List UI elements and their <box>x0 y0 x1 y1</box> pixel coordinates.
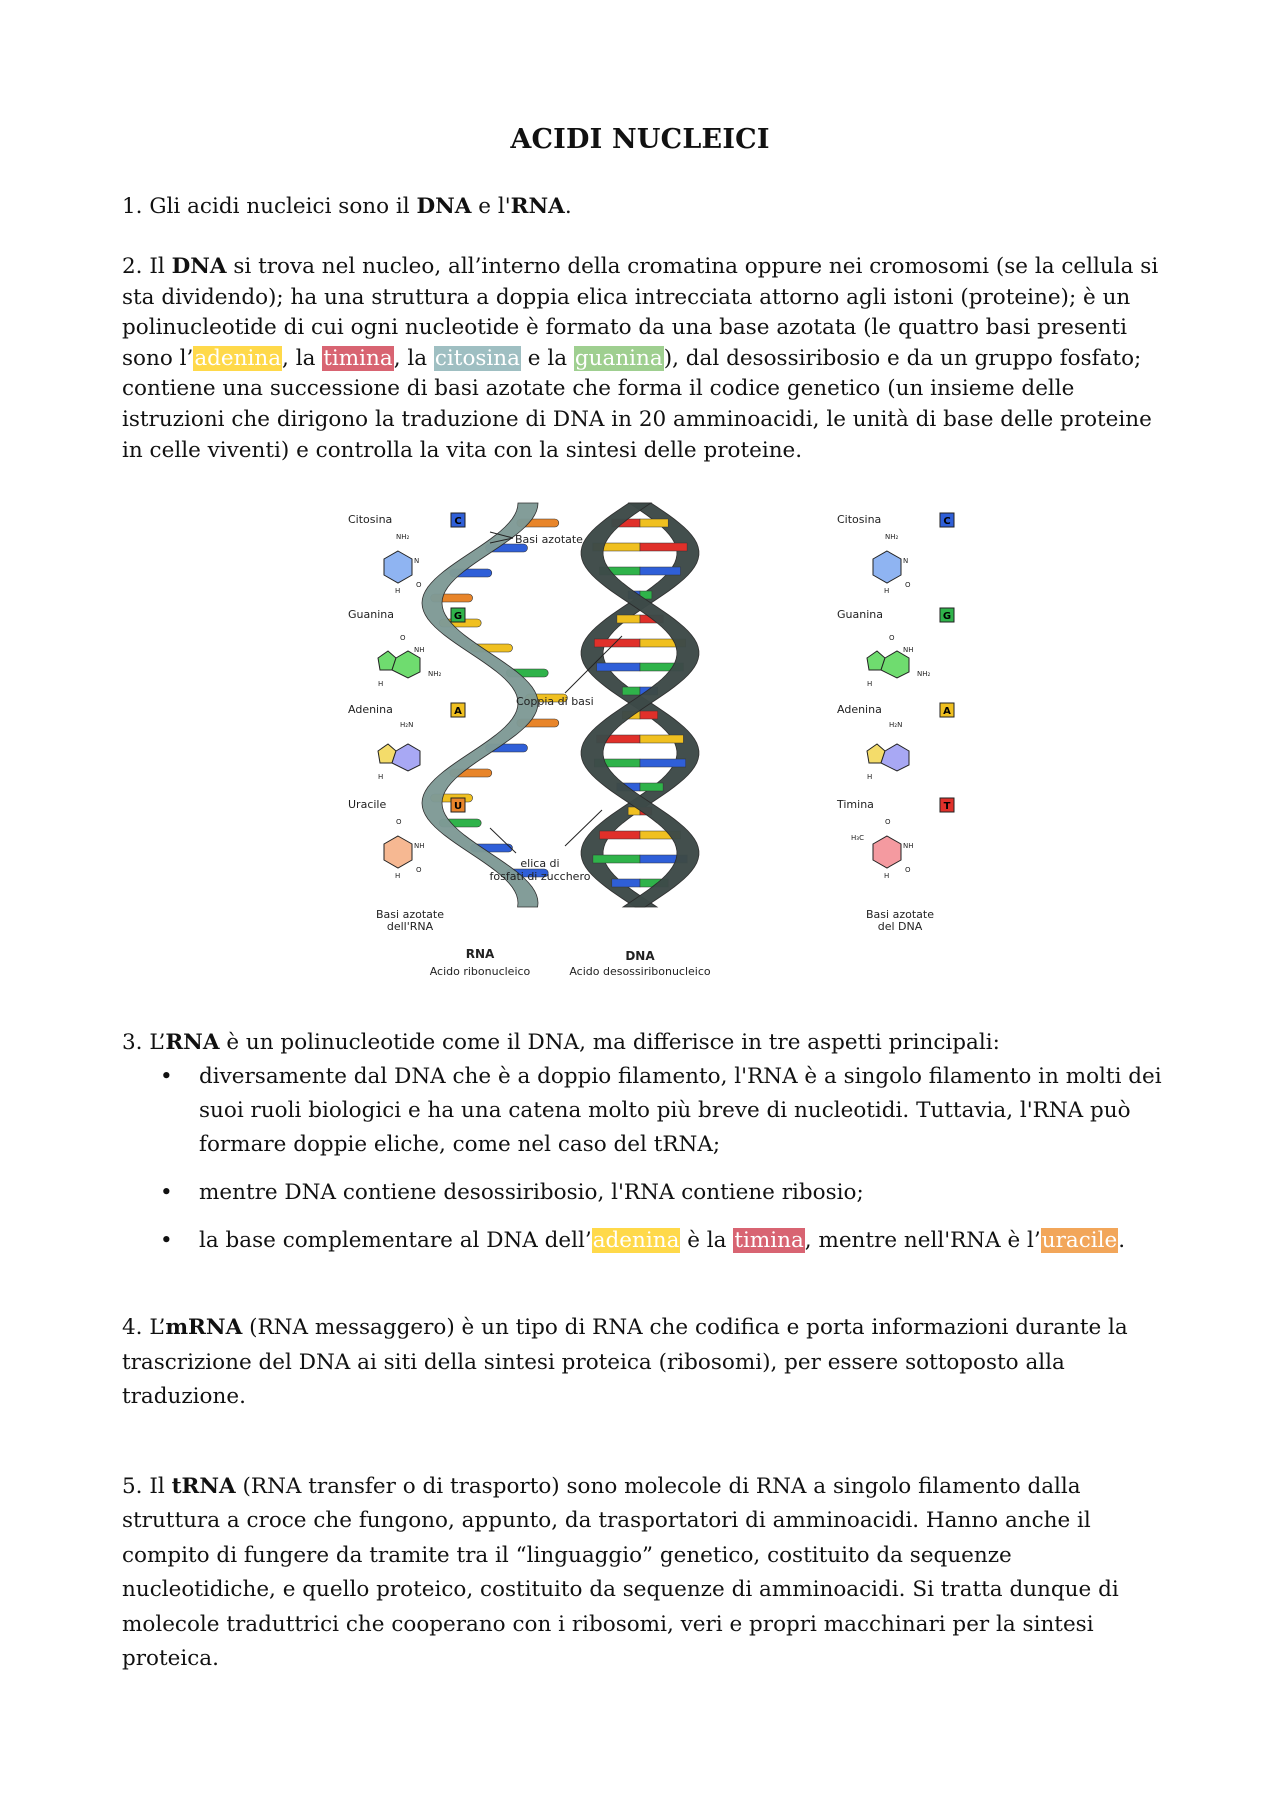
dna-bases-caption-2: del DNA <box>877 920 923 933</box>
chem-h2n: H₂N <box>889 721 903 729</box>
dna-base-right <box>640 711 658 719</box>
p3-intro <box>122 1026 1167 1060</box>
right-base-panel <box>836 513 954 933</box>
base-name: Guanina <box>348 608 394 621</box>
dna-base-right <box>640 783 663 791</box>
timina-molecule <box>873 836 901 868</box>
chem-nh: NH <box>414 842 425 850</box>
bullet-icon: • <box>160 1180 173 1205</box>
p4-text-a: 4. L’ <box>122 1315 166 1340</box>
p2-sep-1: , la <box>282 345 323 371</box>
base-letter: C <box>454 516 462 527</box>
bullet3-text-c: , mentre nell'RNA è l’ <box>804 1228 1041 1253</box>
chem-h2n: H₂N <box>400 721 414 729</box>
dna-base-left <box>600 831 641 839</box>
p5-text-a: 5. Il <box>122 1474 172 1499</box>
label-elica-2: fosfati di zucchero <box>489 870 591 883</box>
highlight-guanina: guanina <box>574 345 663 371</box>
chem-h: H <box>378 680 384 688</box>
chem-o-2: O <box>416 866 422 874</box>
base-name: Uracile <box>348 798 387 811</box>
nucleic-acids-figure <box>340 488 980 988</box>
dna-subtitle: Acido desossiribonucleico <box>569 965 711 978</box>
base-name: Citosina <box>837 513 882 526</box>
chem-o-2: O <box>905 866 911 874</box>
dna-base-right <box>640 543 687 551</box>
dna-base-left <box>593 855 640 863</box>
label-basi-azotate: Basi azotate <box>515 533 583 546</box>
p2-text-c: si trova nel nucleo, all’interno della cromatina oppure nei cromosomi (se la cellula si sta dividendo); ha una struttura a doppia elica intrecciata attorno agli istoni (proteine); è un polinucleotide di cui ogni nucleotide è formato da una base azotata (le quattro basi presenti sono l’ <box>122 254 1159 371</box>
rna-bases-caption-1: Basi azotate <box>376 908 444 921</box>
list-item <box>122 1176 1167 1210</box>
highlight-adenina: adenina <box>194 345 282 371</box>
p2-sep-3: e la <box>520 345 574 371</box>
highlight-timina-2: timina <box>734 1228 804 1253</box>
chem-o: O <box>400 634 406 642</box>
paragraph-4 <box>122 1311 1167 1415</box>
p2-text-a: 2. Il <box>122 254 172 279</box>
highlight-timina: timina <box>323 345 393 371</box>
chem-h3c: H₃C <box>851 834 864 842</box>
chem-h: H <box>884 587 890 595</box>
chem-n: N <box>414 557 420 565</box>
p1-dna-bold: DNA <box>416 194 472 219</box>
base-letter: G <box>942 611 952 622</box>
dna-base-right <box>640 519 668 527</box>
chem-o: O <box>416 581 422 589</box>
dna-base-right <box>640 759 686 767</box>
citosina-molecule <box>873 551 901 583</box>
label-elica-1: elica di <box>520 857 560 870</box>
highlight-uracile: uracile <box>1041 1228 1118 1253</box>
chem-nh2: NH₂ <box>917 670 931 678</box>
base-name: Adenina <box>348 703 393 716</box>
right-base-guanina <box>837 608 954 688</box>
bullet3-text-b: è la <box>680 1228 734 1253</box>
chem-h: H <box>378 773 384 781</box>
p5-text-c: (RNA transfer o di trasporto) sono molecole di RNA a singolo filamento dalla struttura a croce che fungono, appunto, da trasportatori di amminoacidi. Hanno anche il compito di fungere da tramite tra il “linguaggio” genetico, costituito da sequenze nucleotidiche, e quello proteico, costituito da sequenze di amminoacidi. Si tratta dunque di molecole traduttrici che cooperano con i ribosomi, veri e propri macchinari per la sintesi proteica. <box>122 1474 1119 1672</box>
right-base-citosina <box>837 513 954 595</box>
dna-base-left <box>597 663 640 671</box>
citosina-molecule <box>384 551 412 583</box>
p3-rna-bold: RNA <box>165 1030 220 1055</box>
rna-bases-caption-2: dell'RNA <box>386 920 434 933</box>
p1-text-e: . <box>564 194 572 219</box>
adenina-ring-2 <box>881 744 909 771</box>
list-item <box>122 1224 1167 1258</box>
base-letter: A <box>943 706 951 717</box>
uracile-molecule <box>384 836 412 868</box>
p3-text-c: è un polinucleotide come il DNA, ma differisce in tre aspetti principali: <box>219 1030 1000 1055</box>
chem-h: H <box>867 680 873 688</box>
chem-h: H <box>395 872 401 880</box>
chem-n: N <box>903 557 909 565</box>
p5-trna-bold: tRNA <box>171 1474 236 1499</box>
base-letter: C <box>943 516 951 527</box>
dna-base-right <box>640 567 681 575</box>
bullet-text-1: diversamente dal DNA che è a doppio filamento, l'RNA è a singolo filamento in molti dei suoi ruoli biologici e ha una catena molto più breve di nucleotidi. Tuttavia, l'RNA può formare doppie eliche, come nel caso del tRNA; <box>199 1064 1162 1157</box>
dna-base-right <box>640 735 683 743</box>
rna-dna-diagram <box>340 488 980 988</box>
base-letter: A <box>454 706 462 717</box>
p4-mrna-bold: mRNA <box>165 1315 243 1340</box>
bullet3-text-d: . <box>1118 1228 1126 1253</box>
p2-sep-2: , la <box>393 345 434 371</box>
list-item <box>122 1060 1167 1162</box>
base-letter: T <box>943 801 951 812</box>
chem-nh: NH <box>903 842 914 850</box>
bullet3-text-a: la base complementare al DNA dell’ <box>199 1228 592 1253</box>
rna-subtitle: Acido ribonucleico <box>429 965 531 978</box>
dna-base-left <box>622 687 640 695</box>
guanina-ring-2 <box>881 651 909 678</box>
chem-o: O <box>905 581 911 589</box>
chem-o: O <box>396 818 402 826</box>
chem-nh2: NH₂ <box>428 670 442 678</box>
paragraph-5 <box>122 1470 1167 1676</box>
dna-base-left <box>612 879 640 887</box>
differences-list <box>122 1060 1167 1258</box>
paragraph-3 <box>122 1026 1167 1258</box>
base-letter: G <box>453 611 463 622</box>
p1-text-a: 1. Gli acidi nucleici sono il <box>122 194 417 219</box>
right-base-timina <box>836 798 954 880</box>
chem-nh2: NH₂ <box>885 533 899 541</box>
p1-text-c: e l' <box>471 194 511 219</box>
p3-text-a: 3. L’ <box>122 1030 166 1055</box>
label-coppia-basi: Coppia di basi <box>516 695 594 708</box>
chem-o: O <box>889 634 895 642</box>
guanina-ring-2 <box>392 651 420 678</box>
base-name: Citosina <box>348 513 393 526</box>
chem-h: H <box>395 587 401 595</box>
chem-h: H <box>884 872 890 880</box>
chem-nh: NH <box>903 646 914 654</box>
chem-o: O <box>885 818 891 826</box>
highlight-adenina-2: adenina <box>592 1228 680 1253</box>
left-base-uracile <box>348 798 465 880</box>
bullet-text-2: mentre DNA contiene desossiribosio, l'RNA contiene ribosio; <box>199 1180 864 1205</box>
chem-h: H <box>867 773 873 781</box>
base-name: Guanina <box>837 608 883 621</box>
bullet-icon: • <box>160 1064 173 1089</box>
right-base-adenina <box>837 703 954 781</box>
dna-base-left <box>617 615 640 623</box>
paragraph-1 <box>122 192 1167 223</box>
p2-text-d: ), dal desossiribosio e da un gruppo fosfato; contiene una successione di basi azotate che forma il codice genetico (un insieme delle istruzioni che dirigono la traduzione di DNA in 20 amminoacidi, le unità di base delle proteine in celle viventi) e controlla la vita con la sintesi delle proteine. <box>122 345 1152 463</box>
chem-nh2: NH₂ <box>396 533 410 541</box>
dna-title: DNA <box>625 949 655 963</box>
base-letter: U <box>453 801 463 812</box>
chem-nh: NH <box>414 646 425 654</box>
highlight-citosina: citosina <box>434 345 520 371</box>
base-name: Adenina <box>837 703 882 716</box>
bullet-icon: • <box>160 1228 173 1253</box>
adenina-ring-2 <box>392 744 420 771</box>
paragraph-2 <box>122 252 1167 466</box>
p1-rna-bold: RNA <box>510 194 565 219</box>
dna-bases-caption-1: Basi azotate <box>866 908 934 921</box>
p2-dna-bold: DNA <box>171 254 227 279</box>
rna-title: RNA <box>465 947 495 961</box>
base-name: Timina <box>837 798 874 811</box>
document-title: ACIDI NUCLEICI <box>510 124 770 155</box>
p4-text-c: (RNA messaggero) è un tipo di RNA che codifica e porta informazioni durante la trascrizione del DNA ai siti della sintesi proteica (ribosomi), per essere sottoposto alla traduzione. <box>122 1315 1128 1409</box>
